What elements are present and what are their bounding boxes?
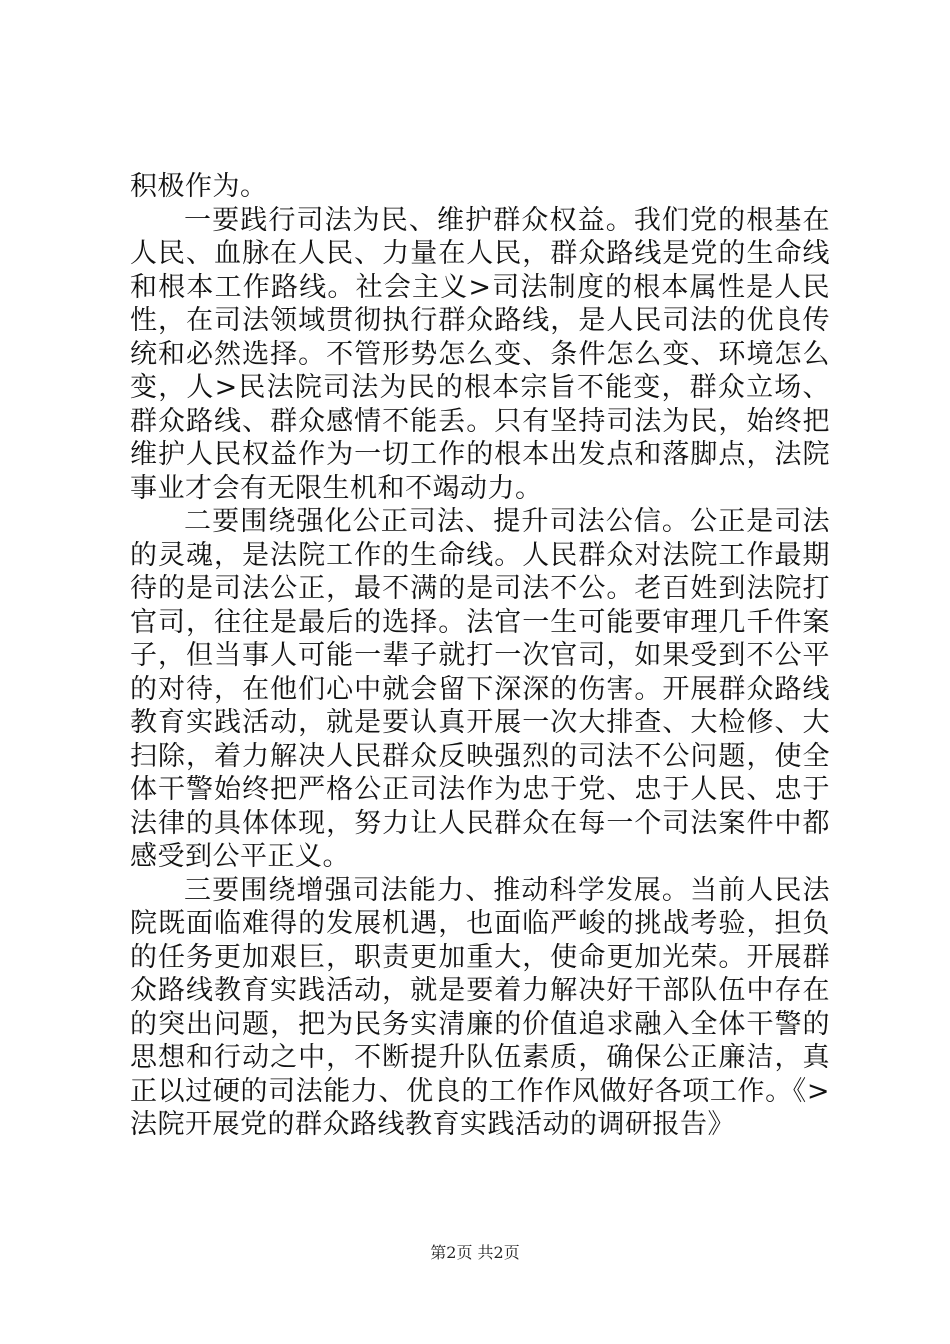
paragraph-continuation: 积极作为。 xyxy=(130,171,268,202)
page-number-footer: 第2页 共2页 xyxy=(430,1243,520,1262)
paragraph-judicial-capacity: 三要围绕增强司法能力、推动科学发展。当前人民法院既面临难得的发展机遇，也面临严峻的挑战考验，担负的任务更加艰巨，职责更加重大，使命更加光荣。开展群众路线教育实践活动，就是要着力解决好干部队伍中存在的突出问题，把为民务实清廉的价值追求融入全体干警的思想和行动之中，不断提升队伍素质，确保公正廉洁，真正以过硬的司法能力、优良的工作作风做好各项工作。《>法院开展党的群众路线教育实践活动的调研报告》 xyxy=(130,874,830,1140)
paragraph-judicial-for-people: 一要践行司法为民、维护群众权益。我们党的根基在人民、血脉在人民、力量在人民，群众路线是党的生命线和根本工作路线。社会主义>司法制度的根本属性是人民性，在司法领域贯彻执行群众路线，是人民司法的优良传统和必然选择。不管形势怎么变、条件怎么变、环境怎么变，人>民法院司法为民的根本宗旨不能变，群众立场、群众路线、群众感情不能丢。只有坚持司法为民，始终把维护人民权益作为一切工作的根本出发点和落脚点，法院事业才会有无限生机和不竭动力。 xyxy=(130,204,830,504)
document-body xyxy=(130,170,830,1142)
paragraph-fair-justice: 二要围绕强化公正司法、提升司法公信。公正是司法的灵魂，是法院工作的生命线。人民群众对法院工作最期待的是司法公正，最不满的是司法不公。老百姓到法院打官司，往往是最后的选择。法官一生可能要审理几千件案子，但当事人可能一辈子就打一次官司，如果受到不公平的对待，在他们心中就会留下深深的伤害。开展群众路线教育实践活动，就是要认真开展一次大排查、大检修、大扫除，着力解决人民群众反映强烈的司法不公问题，使全体干警始终把严格公正司法作为忠于党、忠于人民、忠于法律的具体体现，努力让人民群众在每一个司法案件中都感受到公平正义。 xyxy=(130,506,830,872)
